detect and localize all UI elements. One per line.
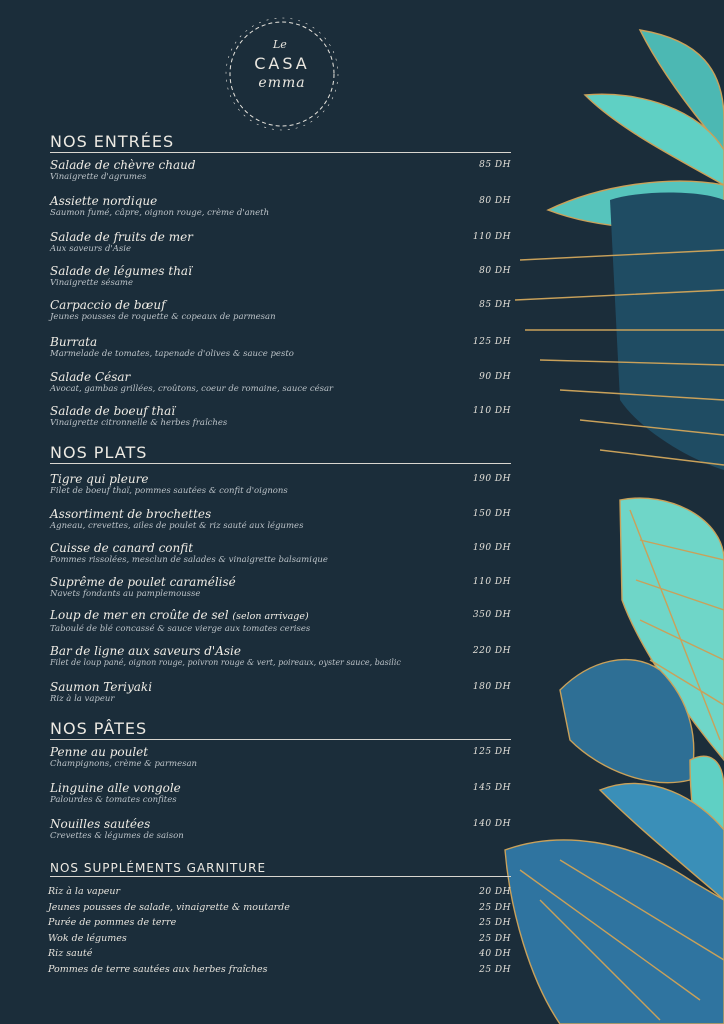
section-title-plats: NOS PLATS <box>50 443 511 464</box>
item-name: Penne au poulet <box>50 745 149 759</box>
item-price: 125 DH <box>472 337 511 347</box>
logo-casa: CASA <box>254 54 310 73</box>
item-description: Vinaigrette d'agrumes <box>50 172 147 182</box>
item-note: (selon arrivage) <box>232 611 309 622</box>
item-price: 350 DH <box>472 610 511 620</box>
item-description: Navets fondants au pamplemousse <box>50 589 201 599</box>
menu-item <box>50 194 511 218</box>
menu-item <box>50 575 511 599</box>
item-price: 85 DH <box>479 160 511 170</box>
item-description: Champignons, crème & parmesan <box>50 759 198 769</box>
item-name: Cuisse de canard confit <box>50 541 194 555</box>
section-title-pates: NOS PÂTES <box>50 719 511 740</box>
menu-item <box>50 230 511 254</box>
menu-item <box>50 745 511 769</box>
item-price: 110 DH <box>472 232 511 242</box>
menu-item <box>50 817 511 841</box>
menu-item <box>50 541 511 565</box>
menu-item <box>50 680 511 704</box>
item-price: 145 DH <box>472 783 511 793</box>
section-title-supplements: NOS SUPPLÉMENTS GARNITURE <box>50 860 511 877</box>
item-name: Suprême de poulet caramélisé <box>50 575 236 589</box>
item-description: Vinaigrette sésame <box>50 278 133 288</box>
item-description: Filet de loup pané, oignon rouge, poivron rouge & vert, poireaux, oyster sauce, basilic <box>50 658 401 667</box>
item-price: 110 DH <box>472 406 511 416</box>
item-price: 220 DH <box>472 646 511 656</box>
supplement-item <box>48 948 511 960</box>
menu-item <box>50 264 511 288</box>
item-price: 90 DH <box>479 372 511 382</box>
item-name: Carpaccio de bœuf <box>50 298 166 312</box>
item-description: Filet de boeuf thaï, pommes sautées & confit d'oignons <box>50 486 288 496</box>
item-name: Salade de fruits de mer <box>50 230 193 244</box>
item-price: 125 DH <box>472 747 511 757</box>
wreath-icon <box>218 12 346 136</box>
item-description: Saumon fumé, câpre, oignon rouge, crème d'aneth <box>50 208 270 218</box>
item-price: 180 DH <box>472 682 511 692</box>
item-price: 140 DH <box>472 819 511 829</box>
logo <box>218 12 346 136</box>
item-name: Bar de ligne aux saveurs d'Asie <box>50 644 241 658</box>
item-description: Jeunes pousses de roquette & copeaux de parmesan <box>50 312 276 322</box>
item-name: Loup de mer en croûte de sel <box>50 608 229 622</box>
item-description: Pommes rissolées, mesclun de salades & vinaigrette balsamique <box>50 555 328 565</box>
supplement-price: 25 DH <box>479 918 511 928</box>
menu-item <box>50 404 511 428</box>
supplement-name: Wok de légumes <box>48 933 127 944</box>
menu-item <box>50 644 511 668</box>
menu-item <box>50 335 511 359</box>
menu-item <box>50 608 511 634</box>
item-name: Saumon Teriyaki <box>50 680 153 694</box>
item-description: Agneau, crevettes, ailes de poulet & riz sauté aux légumes <box>50 521 304 531</box>
item-price: 85 DH <box>479 300 511 310</box>
item-name: Assiette nordique <box>50 194 158 208</box>
item-name: Salade de chèvre chaud <box>50 158 196 172</box>
item-name: Linguine alle vongole <box>50 781 181 795</box>
item-price: 80 DH <box>479 196 511 206</box>
menu-item <box>50 298 511 322</box>
logo-emma: emma <box>258 75 306 91</box>
supplement-price: 20 DH <box>479 887 511 897</box>
item-description: Palourdes & tomates confites <box>50 795 177 805</box>
item-description: Crevettes & légumes de saison <box>50 831 184 841</box>
supplement-name: Riz sauté <box>48 948 93 959</box>
supplement-item <box>48 886 511 898</box>
item-price: 190 DH <box>472 543 511 553</box>
item-name-row <box>50 608 511 624</box>
supplement-price: 25 DH <box>479 903 511 913</box>
item-description: Vinaigrette citronnelle & herbes fraîches <box>50 418 228 428</box>
item-description: Taboulé de blé concassé & sauce vierge aux tomates cerises <box>50 624 311 634</box>
item-price: 80 DH <box>479 266 511 276</box>
item-name: Salade César <box>50 370 131 384</box>
menu-item <box>50 507 511 531</box>
menu-item <box>50 158 511 182</box>
item-price: 110 DH <box>472 577 511 587</box>
menu-item <box>50 370 511 394</box>
section-title-entrees: NOS ENTRÉES <box>50 132 511 153</box>
item-price: 190 DH <box>472 474 511 484</box>
item-name: Salade de légumes thaï <box>50 264 192 278</box>
supplement-price: 25 DH <box>479 934 511 944</box>
supplement-name: Jeunes pousses de salade, vinaigrette & moutarde <box>48 902 290 913</box>
item-name: Nouilles sautées <box>50 817 151 831</box>
item-name: Tigre qui pleure <box>50 472 149 486</box>
supplement-name: Pommes de terre sautées aux herbes fraîches <box>48 964 268 975</box>
supplement-name: Purée de pommes de terre <box>48 917 177 928</box>
menu-item <box>50 472 511 496</box>
supplement-item <box>48 902 511 914</box>
item-price: 150 DH <box>472 509 511 519</box>
item-description: Aux saveurs d'Asie <box>50 244 131 254</box>
supplement-item <box>48 964 511 976</box>
item-description: Marmelade de tomates, tapenade d'olives & sauce pesto <box>50 349 294 359</box>
supplement-item <box>48 917 511 929</box>
supplement-item <box>48 933 511 945</box>
item-name: Salade de boeuf thaï <box>50 404 176 418</box>
item-name: Assortiment de brochettes <box>50 507 212 521</box>
supplement-price: 25 DH <box>479 965 511 975</box>
logo-le: Le <box>273 38 287 51</box>
supplement-name: Riz à la vapeur <box>48 886 121 897</box>
item-description: Riz à la vapeur <box>50 694 115 704</box>
item-description: Avocat, gambas grillées, croûtons, coeur de romaine, sauce césar <box>50 384 334 394</box>
item-name: Burrata <box>50 335 98 349</box>
supplement-price: 40 DH <box>479 949 511 959</box>
menu-item <box>50 781 511 805</box>
